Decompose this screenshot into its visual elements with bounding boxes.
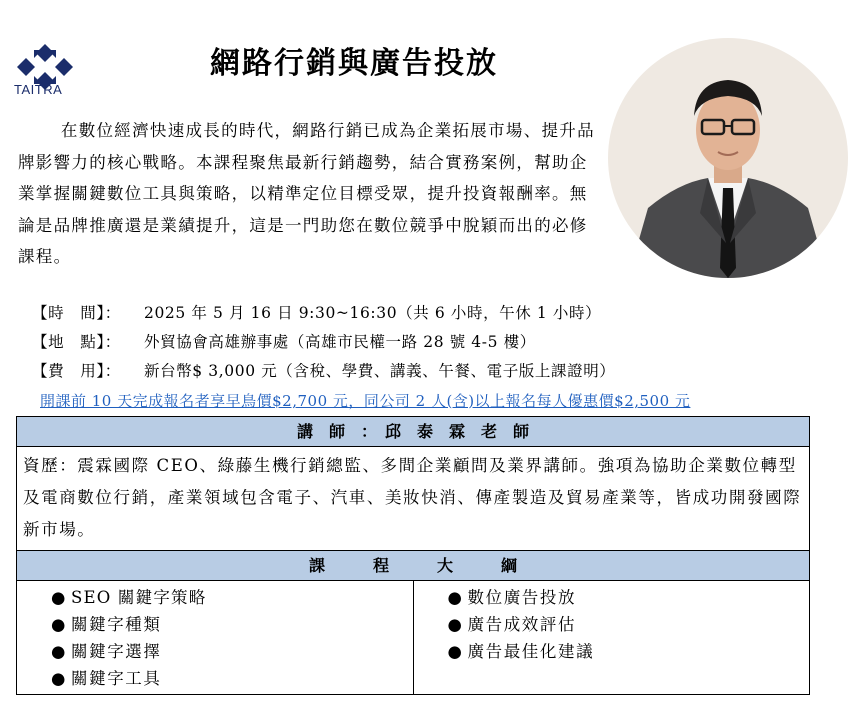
bullet-icon: ●	[447, 642, 464, 661]
list-item	[448, 584, 810, 611]
info-place	[32, 330, 536, 352]
bullet-icon: ●	[447, 615, 464, 634]
page-title: 網路行銷與廣告投放	[210, 46, 498, 81]
bullet-icon: ●	[51, 669, 67, 688]
outline-item: 關鍵字工具	[71, 669, 162, 688]
instructor-photo	[608, 38, 848, 278]
info-fee	[32, 359, 615, 381]
info-place-label: 【地 點】：	[32, 333, 121, 351]
outline-right-column	[414, 581, 810, 694]
outline-item: 關鍵字種類	[71, 615, 162, 634]
info-fee-value: 新台幣$ 3,000 元（含稅、學費、講義、午餐、電子版上課證明）	[144, 362, 616, 380]
outline-item: 廣告成效評估	[467, 615, 577, 634]
early-bird-promo-link[interactable]: 開課前 10 天完成報名者享早鳥價$2,700 元，同公司 2 人(含)以上報名每人優惠價$2,500 元	[40, 392, 691, 410]
outline-header: 課 程 大 綱	[17, 550, 809, 581]
info-place-value: 外貿協會高雄辦事處（高雄市民權一路 28 號 4-5 樓）	[144, 333, 536, 351]
outline-item: SEO 關鍵字策略	[71, 588, 207, 607]
logo-text: TAITRA	[14, 82, 63, 97]
info-time-value: 2025 年 5 月 16 日 9:30~16:30（共 6 小時，午休 1 小時）	[144, 304, 602, 322]
bullet-icon: ●	[447, 588, 464, 607]
list-item	[51, 638, 413, 665]
outline-columns	[17, 581, 809, 694]
info-time-label: 【時 間】：	[32, 304, 121, 322]
info-fee-label: 【費 用】：	[32, 362, 121, 380]
list-item	[51, 584, 413, 611]
list-item	[51, 665, 413, 692]
instructor-bio: 資歷：震霖國際 CEO、綠藤生機行銷總監、多間企業顧問及業界講師。強項為協助企業數位轉型及電商數位行銷，產業領域包含電子、汽車、美妝快消、傳產製造及貿易產業等，皆成功開發國際新市場。	[23, 456, 802, 539]
instructor-header: 講 師 ： 邱 泰 霖 老 師	[17, 417, 809, 447]
bullet-icon: ●	[51, 588, 67, 607]
outline-item: 廣告最佳化建議	[467, 642, 595, 661]
course-table	[16, 416, 810, 695]
course-intro: 在數位經濟快速成長的時代，網路行銷已成為企業拓展市場、提升品牌影響力的核心戰略。本課程聚焦最新行銷趨勢，結合實務案例，幫助企業掌握關鍵數位工具與策略，以精準定位目標受眾，提升投資報酬率。無論是品牌推廣還是業績提升，這是一門助您在數位競爭中脫穎而出的必修課程。	[18, 121, 595, 266]
bullet-icon: ●	[51, 642, 67, 661]
outline-left-column	[17, 581, 414, 694]
list-item	[51, 611, 413, 638]
list-item	[448, 611, 810, 638]
outline-item: 數位廣告投放	[467, 588, 577, 607]
info-time	[32, 301, 601, 323]
outline-item: 關鍵字選擇	[71, 642, 162, 661]
bullet-icon: ●	[51, 615, 67, 634]
list-item	[448, 638, 810, 665]
